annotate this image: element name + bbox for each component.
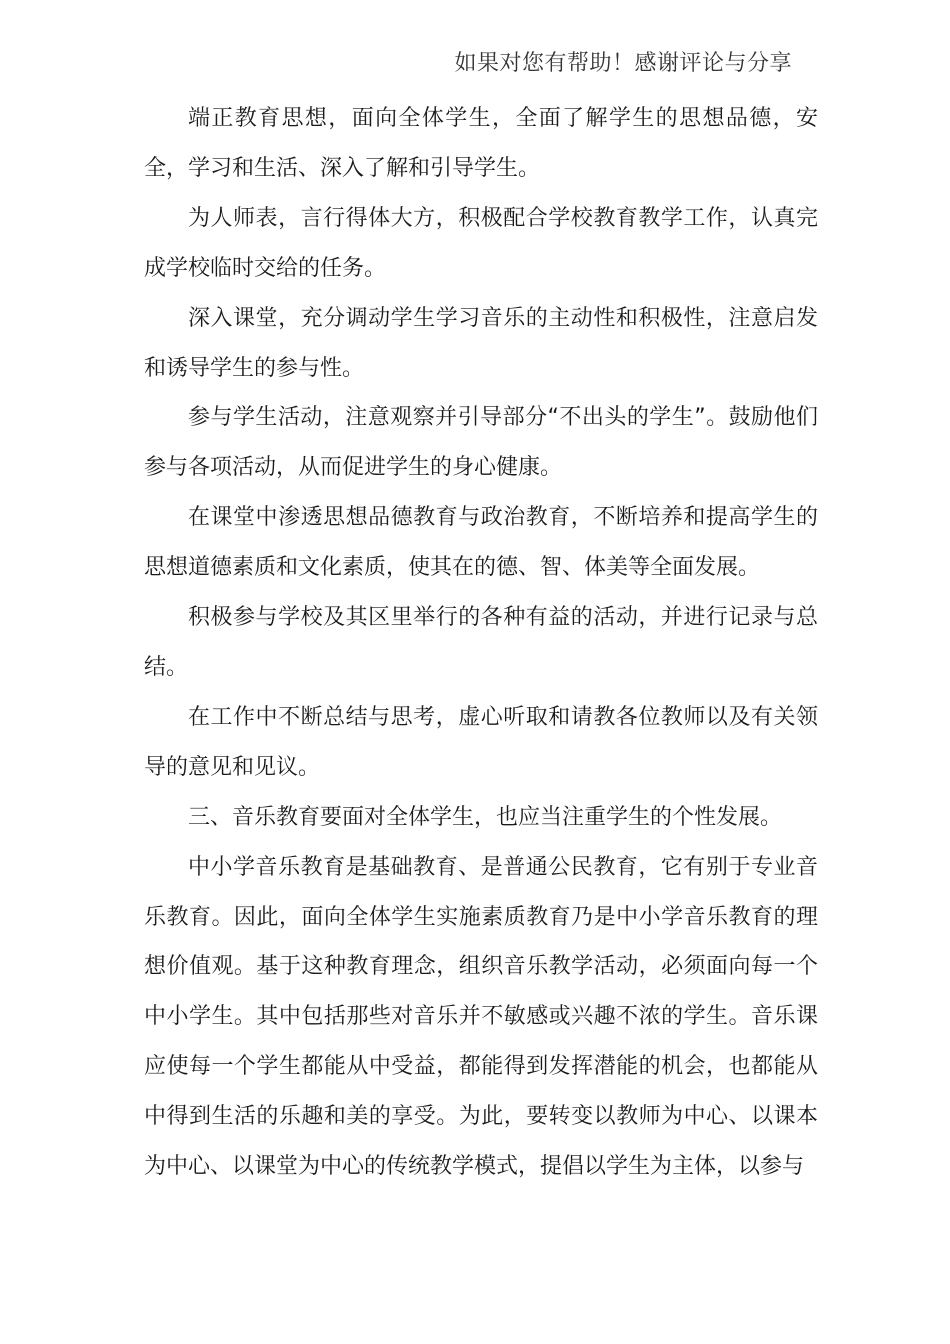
paragraph-3: 深入课堂，充分调动学生学习音乐的主动性和积极性，注意启发和诱导学生的参与性。 xyxy=(144,305,818,381)
paragraph-5: 在课堂中渗透思想品德教育与政治教育，不断培养和提高学生的思想道德素质和文化素质，使其在的德、智、体美等全面发展。 xyxy=(144,505,818,581)
section-heading: 三、音乐教育要面对全体学生，也应当注重学生的个性发展。 xyxy=(188,804,783,830)
paragraph-1: 端正教育思想，面向全体学生，全面了解学生的思想品德，安全，学习和生活、深入了解和引导学生。 xyxy=(144,106,818,181)
paragraph-9: 中小学音乐教育是基础教育、是普通公民教育，它有别于专业音乐教育。因此，面向全体学生实施素质教育乃是中小学音乐教育的理想价值观。基于这种教育理念，组织音乐教学活动，必须面向每一个中小学生。其中包括那些对音乐并不敏感或兴趣不浓的学生。音乐课应使每一个学生都能从中受益，都能得到发挥潜能的机会，也都能从中得到生活的乐趣和美的享受。为此，要转变以教师为中心、以课本为中心、以课堂为中心的传统教学模式，提倡以学生为主体，以参与 xyxy=(144,854,818,1180)
paragraph-2: 为人师表，言行得体大方，积极配合学校教育教学工作，认真完成学校临时交给的任务。 xyxy=(144,205,818,281)
paragraph-4: 参与学生活动，注意观察并引导部分“不出头的学生”。鼓励他们参与各项活动，从而促进学生的身心健康。 xyxy=(144,405,818,481)
paragraph-7: 在工作中不断总结与思考，虚心听取和请教各位教师以及有关领导的意见和见议。 xyxy=(144,704,818,780)
document-body xyxy=(144,94,818,1192)
paragraph-6: 积极参与学校及其区里举行的各种有益的活动，并进行记录与总结。 xyxy=(144,605,818,680)
page-header: 如果对您有帮助！感谢评论与分享 xyxy=(454,51,792,76)
